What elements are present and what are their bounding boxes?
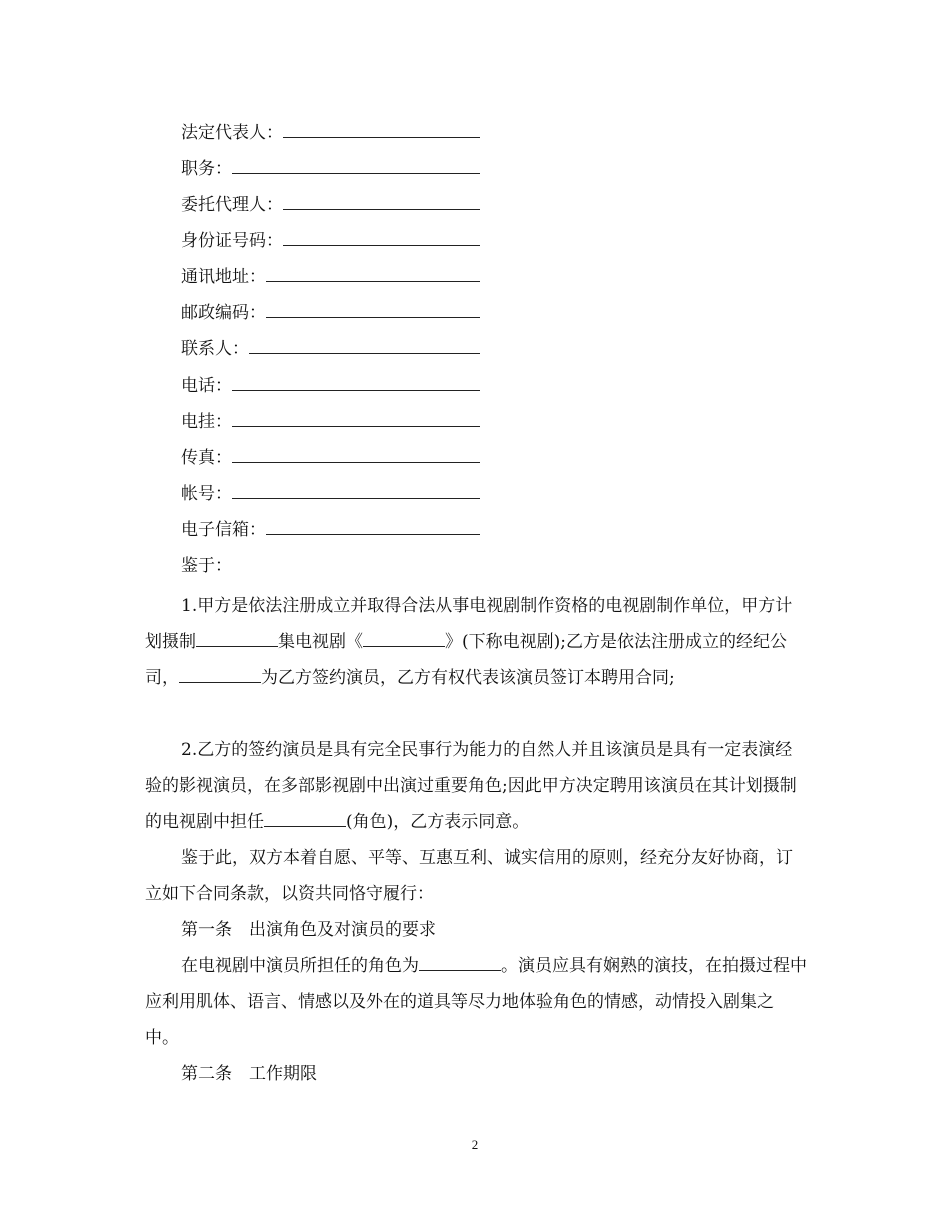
blank-line[interactable] bbox=[232, 482, 480, 499]
blank-line[interactable] bbox=[232, 446, 480, 463]
field-email bbox=[181, 518, 480, 542]
field-label: 电话： bbox=[181, 376, 232, 396]
paragraph-text: (角色)，乙方表示同意。 bbox=[346, 812, 530, 832]
blank-line[interactable] bbox=[249, 337, 480, 354]
page-number: 2 bbox=[471, 1137, 479, 1152]
blank-line[interactable] bbox=[179, 665, 261, 683]
blank-line[interactable] bbox=[283, 121, 480, 138]
field-account bbox=[181, 482, 480, 506]
field-label: 身份证号码： bbox=[181, 231, 283, 251]
blank-line[interactable] bbox=[232, 374, 480, 391]
field-telegraph bbox=[181, 410, 480, 434]
field-label: 通讯地址： bbox=[181, 267, 266, 287]
field-label: 电挂： bbox=[181, 412, 232, 432]
paragraph-text: 为乙方签约演员，乙方有权代表该演员签订本聘用合同; bbox=[261, 668, 675, 688]
blank-line[interactable] bbox=[264, 809, 346, 827]
blank-line[interactable] bbox=[266, 265, 480, 282]
blank-line[interactable] bbox=[266, 301, 480, 318]
blank-line[interactable] bbox=[283, 229, 480, 246]
field-position bbox=[181, 157, 480, 181]
field-label: 联系人： bbox=[181, 339, 249, 359]
field-phone bbox=[181, 374, 480, 398]
field-contact bbox=[181, 337, 480, 361]
blank-line[interactable] bbox=[232, 157, 480, 174]
blank-line[interactable] bbox=[232, 410, 480, 427]
field-legal-representative bbox=[181, 121, 480, 145]
field-address bbox=[181, 265, 480, 289]
field-label: 法定代表人： bbox=[181, 123, 283, 143]
whereas-heading: 鉴于： bbox=[181, 556, 232, 576]
field-label: 电子信箱： bbox=[181, 520, 266, 540]
paragraph-text: 鉴于此，双方本着自愿、平等、互惠互利、诚实信用的原则，经充分友好协商，订立如下合同条款，以资共同恪守履行： bbox=[145, 848, 793, 904]
field-label: 帐号： bbox=[181, 484, 232, 504]
field-id-number bbox=[181, 229, 480, 253]
paragraph-text: 1.甲方是依法注册成立并取得合法从事电视剧制作资格的电视剧制作单位，甲方计划摄制 bbox=[145, 596, 793, 652]
paragraph-1 bbox=[145, 588, 807, 696]
article-1-title: 第一条 出演角色及对演员的要求 bbox=[181, 920, 436, 940]
field-label: 委托代理人： bbox=[181, 195, 283, 215]
field-fax bbox=[181, 446, 480, 470]
paragraph-text: 集电视剧《 bbox=[278, 632, 363, 652]
paragraph-text: 》(下称电视剧);乙方是依法注册成立的经纪公司， bbox=[145, 632, 787, 688]
article-2-title: 第二条 工作期限 bbox=[181, 1064, 317, 1084]
blank-line[interactable] bbox=[266, 518, 480, 535]
paragraph-3 bbox=[145, 840, 807, 912]
field-agent bbox=[181, 193, 480, 217]
paragraph-text: 在电视剧中演员所担任的角色为 bbox=[181, 956, 419, 976]
blank-line[interactable] bbox=[196, 629, 278, 647]
blank-line[interactable] bbox=[419, 953, 501, 971]
field-label: 邮政编码： bbox=[181, 303, 266, 323]
field-label: 传真： bbox=[181, 448, 232, 468]
blank-line[interactable] bbox=[283, 193, 480, 210]
paragraph-2 bbox=[145, 732, 807, 840]
field-postcode bbox=[181, 301, 480, 325]
paragraph-text: 2.乙方的签约演员是具有完全民事行为能力的自然人并且该演员是具有一定表演经验的影视演员，在多部影视剧中出演过重要角色;因此甲方决定聘用该演员在其计划摄制的电视剧中担任 bbox=[145, 740, 797, 832]
field-label: 职务： bbox=[181, 159, 232, 179]
paragraph-4 bbox=[145, 948, 807, 1056]
paragraph-text: 。演员应具有娴熟的演技，在拍摄过程中应利用肌体、语言、情感以及外在的道具等尽力地体验角色的情感，动情投入剧集之中。 bbox=[145, 956, 807, 1048]
blank-line[interactable] bbox=[363, 629, 445, 647]
